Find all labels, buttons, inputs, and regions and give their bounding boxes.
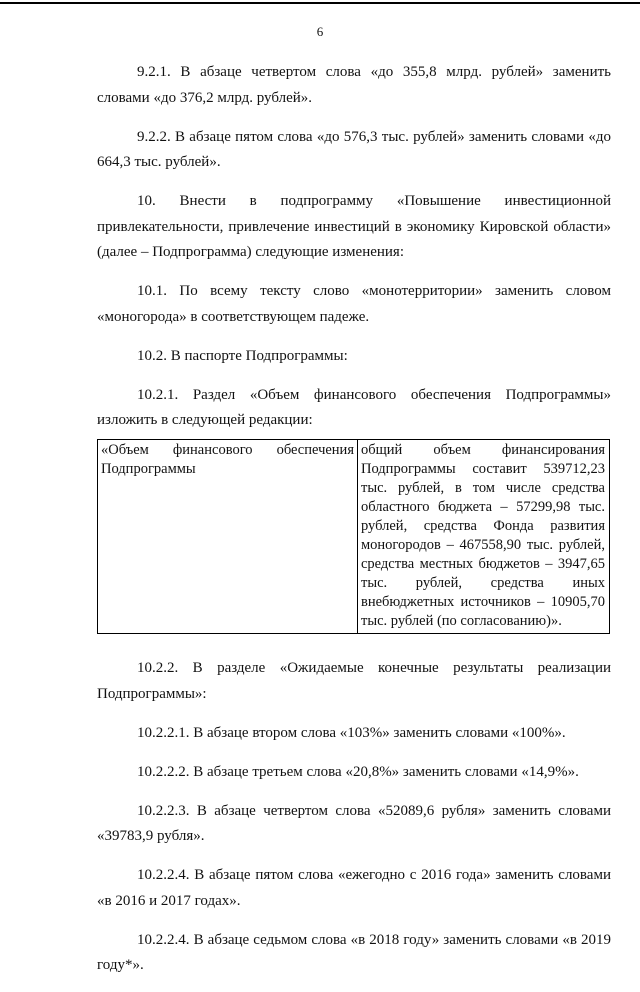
paragraph-10-2-2: 10.2.2. В разделе «Ожидаемые конечные результаты реализации Подпрограммы»: [97, 660, 611, 702]
table-row [98, 440, 610, 634]
paragraph-10-2-2-1: 10.2.2.1. В абзаце втором слова «103%» заменить словами «100%». [137, 724, 566, 741]
paragraph-10-2: 10.2. В паспорте Подпрограммы: [137, 347, 348, 364]
page-number: 6 [316, 24, 324, 39]
financing-value-cell: общий объем финансирования Подпрограммы составит 539712,23 тыс. рублей, в том числе средства областного бюджета – 57299,98 тыс. рублей, средства Фонда развития моногородов – 467558,90 тыс. рублей, средства местных бюджетов – 3947,65 тыс. рублей, средства иных внебюджетных источников – 10905,70 тыс. рублей (по согласованию)». [358, 440, 610, 634]
paragraph-9-2-2: 9.2.2. В абзаце пятом слова «до 576,3 тыс. рублей» заменить словами «до 664,3 тыс. рублей». [97, 128, 611, 170]
financing-label-cell: «Объем финансового обеспечения Подпрограммы [98, 440, 358, 634]
paragraph-10: 10. Внести в подпрограмму «Повышение инвестиционной привлекательности, привлечение инвестиций в экономику Кировской области» (далее – Подпрограмма) следующие изменения: [97, 193, 611, 260]
paragraph-10-2-2-4: 10.2.2.4. В абзаце пятом слова «ежегодно с 2016 года» заменить словами «в 2016 и 2017 годах». [97, 867, 611, 909]
paragraph-9-2-1: 9.2.1. В абзаце четвертом слова «до 355,8 млрд. рублей» заменить словами «до 376,2 млрд. рублей». [97, 64, 611, 106]
top-border-line [0, 2, 640, 4]
document-body [97, 60, 611, 992]
paragraph-10-1: 10.1. По всему тексту слово «монотерритории» заменить словом «моногорода» в соответствующем падеже. [97, 283, 611, 325]
paragraph-10-2-2-3: 10.2.2.3. В абзаце четвертом слова «52089,6 рубля» заменить словами «39783,9 рубля». [97, 802, 611, 844]
paragraph-10-2-2-4-second: 10.2.2.4. В абзаце седьмом слова «в 2018 году» заменить словами «в 2019 году*». [97, 931, 611, 973]
financing-table [97, 439, 610, 634]
paragraph-10-2-2-2: 10.2.2.2. В абзаце третьем слова «20,8%» заменить словами «14,9%». [137, 763, 579, 780]
paragraph-10-2-1: 10.2.1. Раздел «Объем финансового обеспечения Подпрограммы» изложить в следующей редакции: [97, 386, 611, 428]
